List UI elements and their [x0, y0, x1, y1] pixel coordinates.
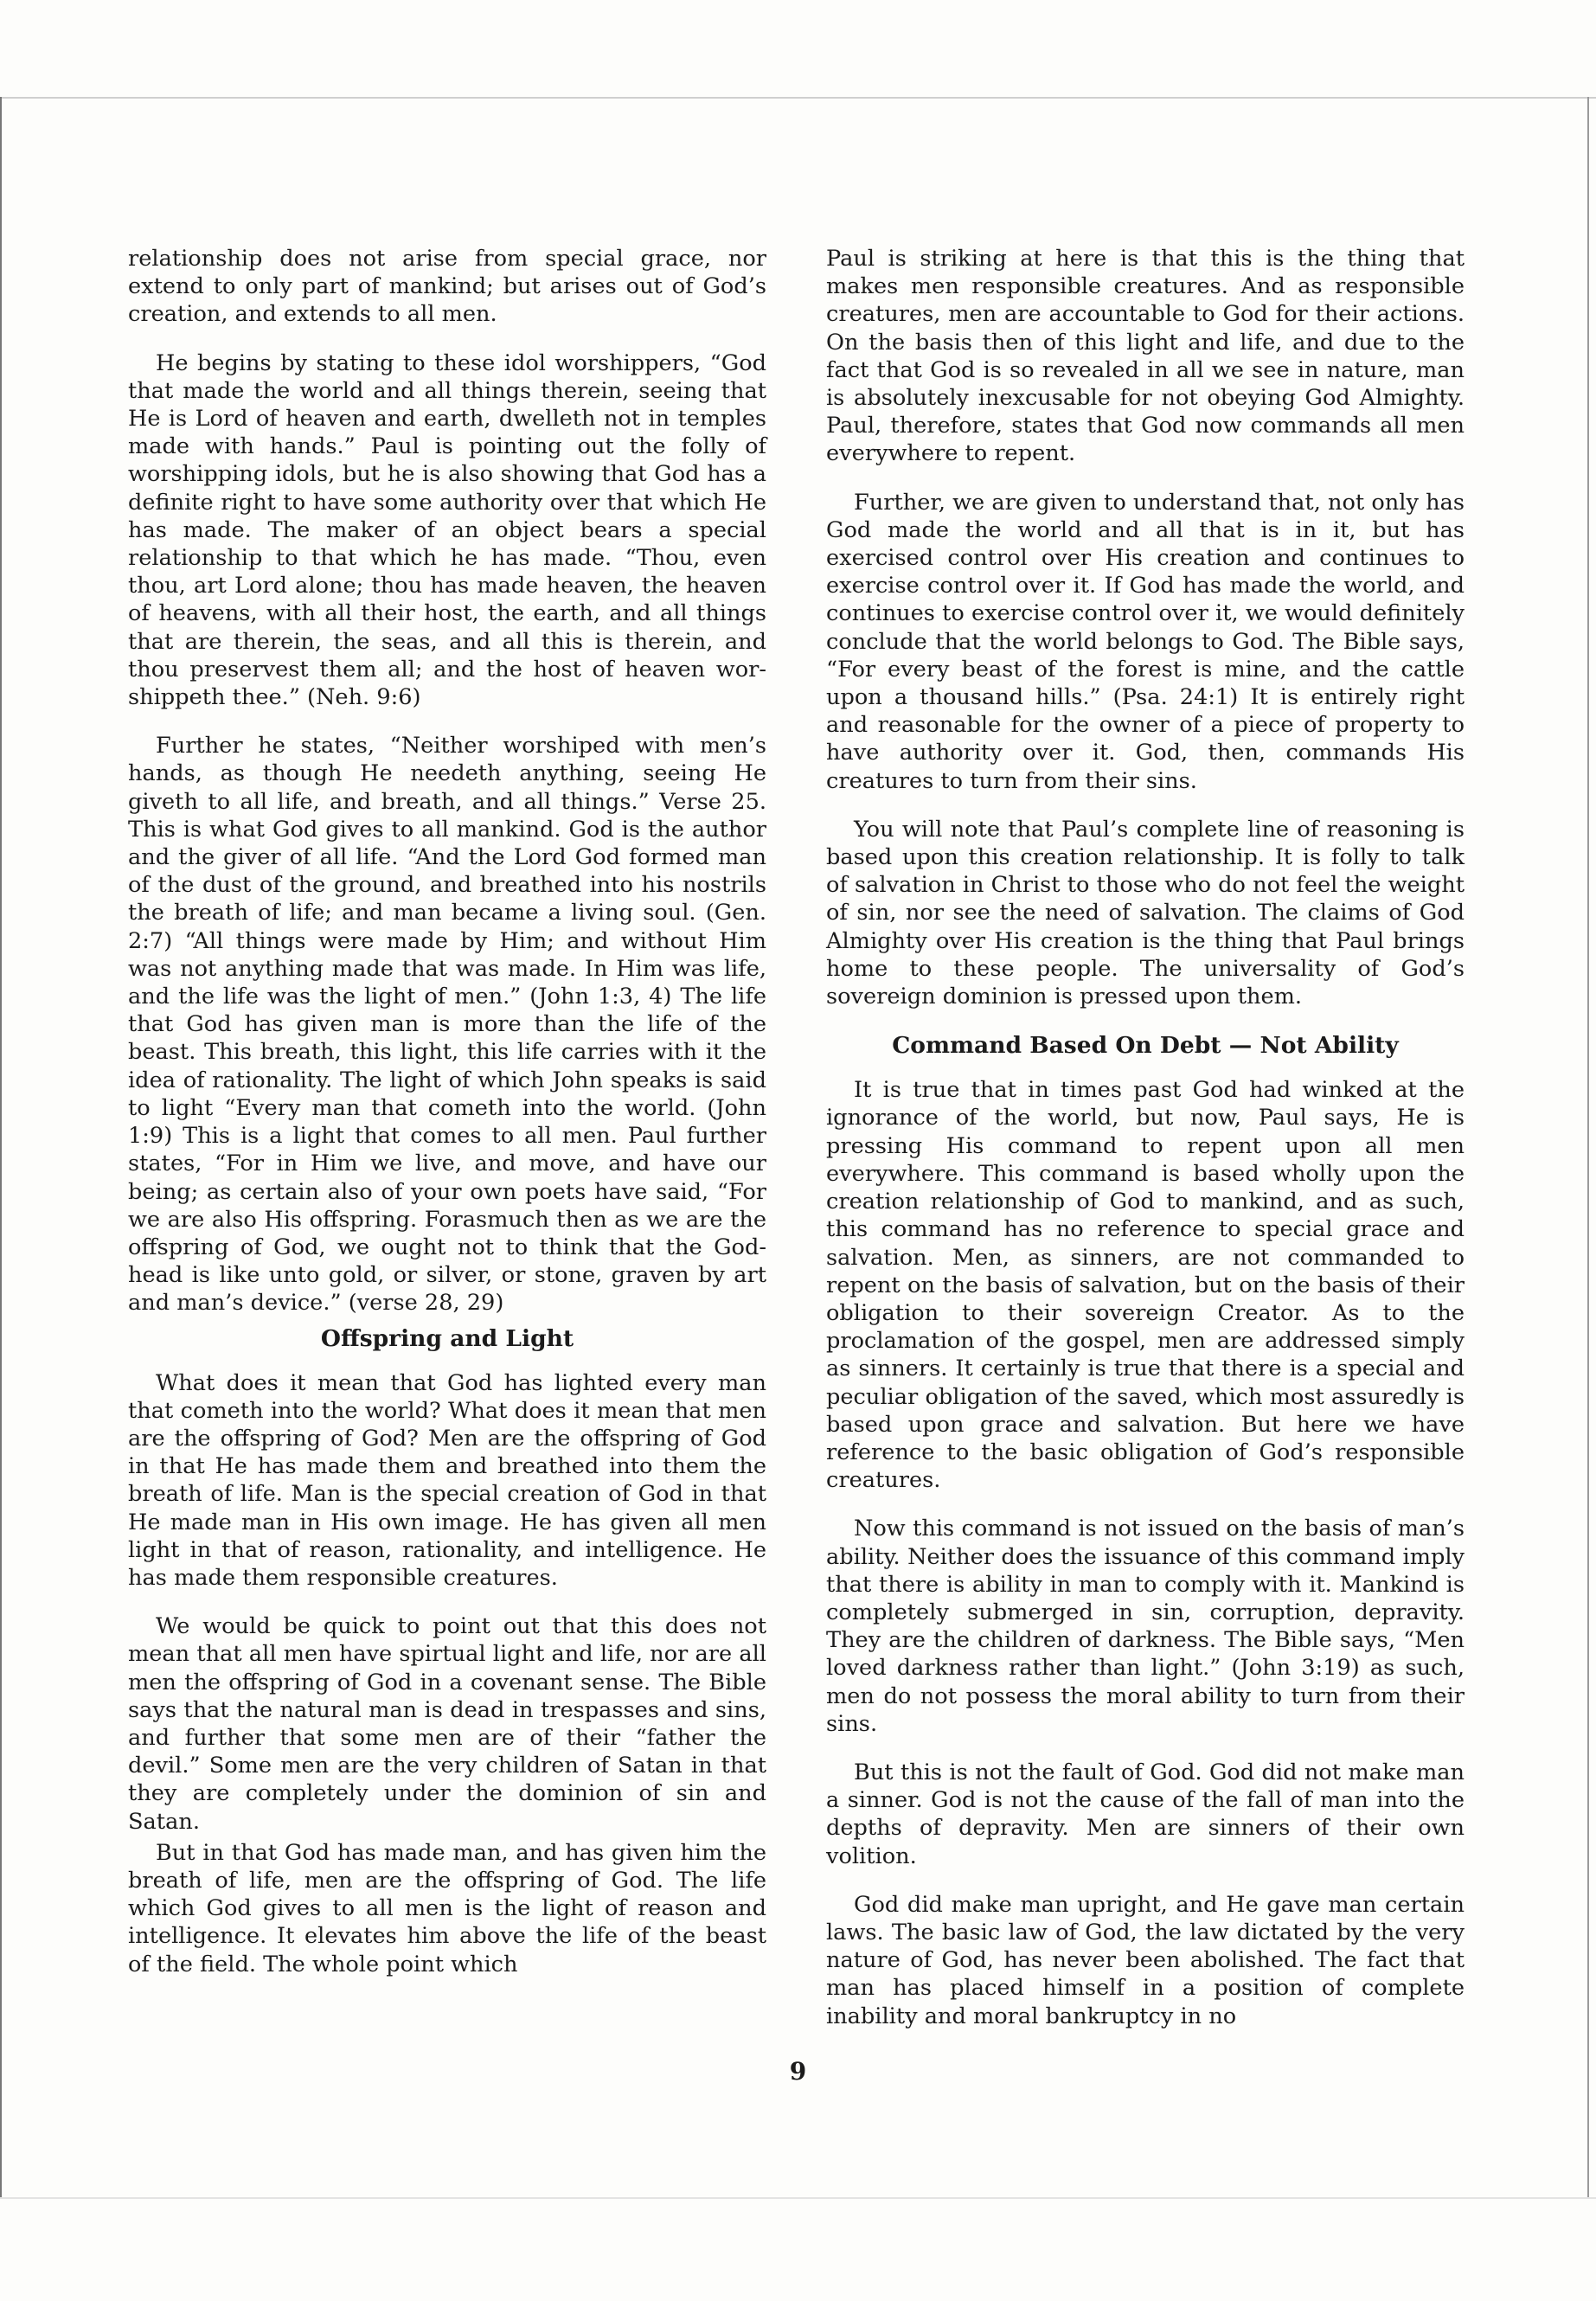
- section-heading-command-based-on-debt: Command Based On Debt — Not Ability: [892, 1032, 1399, 1060]
- scan-edge-right: [1587, 97, 1589, 2199]
- paragraph: God did make man upright, and He gave man certain laws. The basic law of God, the law dictated by the very nature of God, has never been abolished. The fact that man has placed himself in a position of complete inability and moral bankruptcy in no: [826, 1891, 1465, 2029]
- right-column: [826, 245, 1465, 2051]
- paragraph: Further he states, “Neither worshiped with men’s hands, as though He needeth anything, seeing He giveth to all life, and breath, and all things.” Verse 25. This is what God gives to all mankind. God is the author and the giver of all life. “And the Lord God formed man of the dust of the ground, and breathed into his nostrils the breath of life; and man became a living soul. (Gen. 2:7) “All things were made by Him; and without Him was not anything made that was made. In Him was life, and the life was the light of men.” (John 1:3, 4) The life that God has given man is more than the life of the beast. This breath, this light, this life carries with it the idea of rationality. The light of which John speaks is said to light “Every man that cometh into the world. (John 1:9) This is a light that comes to all men. Paul further states, “For in Him we live, and move, and have our being; as certain also of your own poets have said, “For we are also His offspring. Forasmuch then as we are the offspring of God, we ought not to think that the Godhead is like unto gold, or silver, or stone, graven by art and man’s device.” (verse 28, 29): [128, 733, 766, 1317]
- page-number: 9: [789, 2057, 807, 2086]
- paragraph: Further, we are given to understand that, not only has God made the world and all that is in it, but has exercised control over His creation and continues to exercise control over it. If God has made the world, and continues to exercise control over it, we would definitely conclude that the world belongs to God. The Bible says, “For every beast of the forest is mine, and the cattle upon a thousand hills.” (Psa. 24:1) It is entirely right and reasonable for the owner of a piece of property to have authority over it. God, then, commands His creatures to turn from their sins.: [826, 489, 1465, 794]
- paragraph: You will note that Paul’s complete line of reasoning is based upon this creation relationship. It is folly to talk of salvation in Christ to those who do not feel the weight of sin, nor see the need of salvation. The claims of God Almighty over His creation is the thing that Paul brings home to these people. The universality of God’s sovereign dominion is pressed upon them.: [826, 816, 1465, 1010]
- scan-edge-left: [0, 97, 2, 2199]
- paragraph: It is true that in times past God had winked at the ignorance of the world, but now, Paul says, He is pressing His command to repent upon all men everywhere. This command is based wholly upon the creation relationship of God to mankind, and as such, this command has no reference to special grace and salvation. Men, as sinners, are not commanded to repent on the basis of salvation, but on the basis of their obligation to their sovereign Creator. As to the proclamation of the gospel, men are addressed simply as sinners. It certainly is true that there is a special and peculiar obligation of the saved, which most assuredly is based upon grace and salvation. But here we have reference to the basic obligation of God’s responsible creatures.: [826, 1077, 1465, 1494]
- paragraph: But in that God has made man, and has given him the breath of life, men are the offspring of God. The life which God gives to all men is the light of reason and intelligence. It elevates him above the life of the beast of the field. The whole point which: [128, 1839, 766, 1977]
- paragraph: Paul is striking at here is that this is the thing that makes men responsible creatures. And as responsible creatures, men are accountable to God for their actions. On the basis then of this light and life, and due to the fact that God is so revealed in all we see in nature, man is absolutely inexcusable for not obeying God Almighty. Paul, therefore, states that God now commands all men everywhere to repent.: [826, 246, 1465, 467]
- scan-edge-bottom: [0, 2197, 1596, 2199]
- paragraph: relationship does not arise from special grace, nor extend to only part of mankind; but arises out of God’s creation, and extends to all men.: [128, 246, 766, 328]
- section-heading-offspring-and-light: Offspring and Light: [320, 1324, 574, 1352]
- scan-edge-top: [0, 97, 1596, 99]
- paragraph: He begins by stating to these idol worshippers, “God that made the world and all things therein, seeing that He is Lord of heaven and earth, dwelleth not in temples made with hands.” Paul is pointing out the folly of worshipping idols, but he is also showing that God has a definite right to have some authority over that which He has made. The maker of an object bears a special relationship to that which he has made. “Thou, even thou, art Lord alone; thou has made heaven, the heaven of heavens, with all their host, the earth, and all things that are therein, the seas, and all this is therein, and thou preservest them all; and the host of heaven worshippeth thee.” (Neh. 9:6): [128, 349, 766, 711]
- paragraph: We would be quick to point out that this does not mean that all men have spirtual light and life, nor are all men the offspring of God in a covenant sense. The Bible says that the natural man is dead in trespasses and sins, and further that some men are of their “father the devil.” Some men are the very children of Satan in that they are completely under the dominion of sin and Satan.: [128, 1613, 766, 1835]
- paragraph: What does it mean that God has lighted every man that cometh into the world? What does it mean that men are the offspring of God? Men are the offspring of God in that He has made them and breathed into them the breath of life. Man is the special creation of God in that He made man in His own image. He has given all men light in that of reason, rationality, and intelligence. He has made them responsible creatures.: [128, 1369, 766, 1591]
- left-column: [128, 245, 766, 1999]
- paragraph: But this is not the fault of God. God did not make man a sinner. God is not the cause of the fall of man into the depths of depravity. Men are sinners of their own volition.: [826, 1759, 1465, 1869]
- paragraph: Now this command is not issued on the basis of man’s ability. Neither does the issuance of this command imply that there is ability in man to comply with it. Mankind is completely submerged in sin, corruption, depravity. They are the children of darkness. The Bible says, “Men loved darkness rather than light.” (John 3:19) as such, men do not possess the moral ability to turn from their sins.: [826, 1516, 1465, 1737]
